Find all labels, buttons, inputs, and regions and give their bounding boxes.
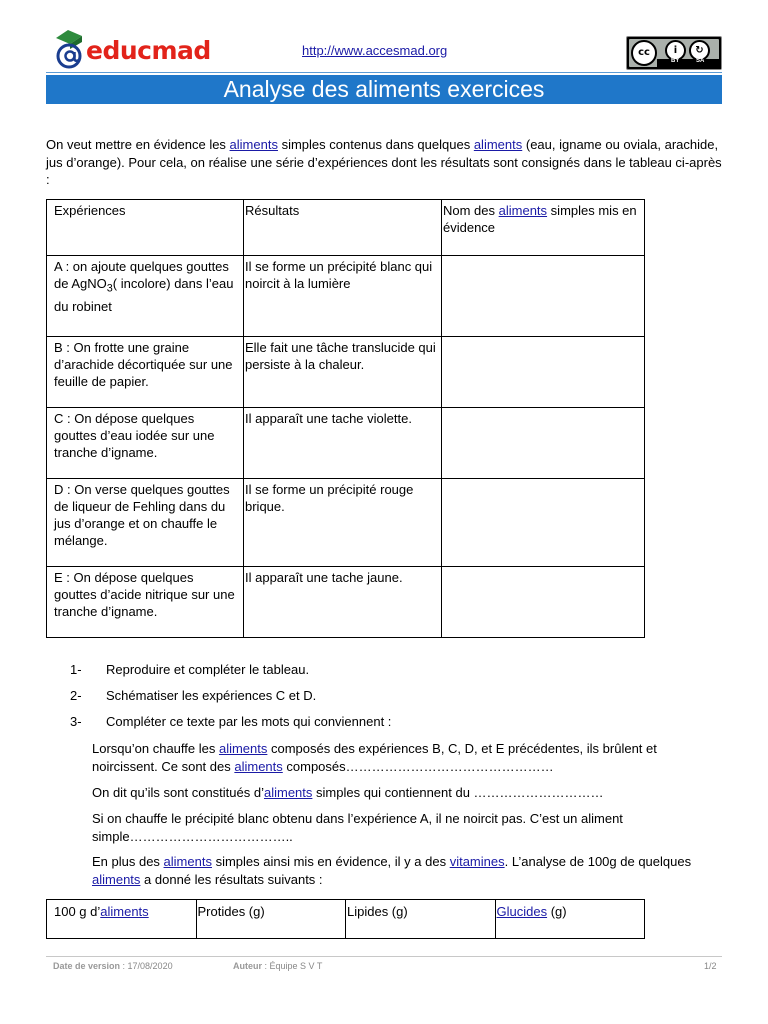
question-number: 3-: [70, 714, 82, 729]
cc-license-badge[interactable]: [626, 36, 722, 70]
page-title: Analyse des aliments exercices: [223, 76, 545, 102]
table-header-row: [47, 900, 645, 939]
header-cell-protides: Protides (g): [196, 900, 346, 939]
table-row: [47, 408, 645, 479]
answer-cell[interactable]: [442, 408, 645, 479]
fill-in-paragraph: Lorsqu’on chauffe les aliments composés des expériences B, C, D, et E précédentes, ils brûlent et noircissent. Ce sont des aliments composés…………………………………………: [92, 741, 657, 774]
question-text: Reproduire et compléter le tableau.: [106, 662, 310, 677]
sa-label: SA: [696, 58, 705, 64]
result-cell: Il apparaît une tache violette.: [244, 408, 442, 479]
question-number: 2-: [70, 688, 82, 703]
table-row: [47, 256, 645, 337]
nutrition-table: [46, 899, 645, 939]
table-header-row: [47, 200, 645, 256]
experience-cell: B : On frotte une graine d’arachide décortiquée sur une feuille de papier.: [47, 337, 244, 408]
aliments-link[interactable]: aliments: [100, 904, 149, 919]
by-label: BY: [671, 58, 680, 64]
experiments-table: [46, 199, 645, 638]
aliments-link[interactable]: aliments: [498, 203, 548, 218]
intro-paragraph: On veut mettre en évidence les aliments simples contenus dans quelques aliments (eau, igname ou oviala, arachide, jus d’orange). Pour cela, on réalise une série d’expériences dont les résultats sont consignés dans le tableau ci-après :: [46, 137, 722, 187]
header-cell-lipides: Lipides (g): [346, 900, 496, 939]
answer-cell[interactable]: [442, 256, 645, 337]
experience-cell: D : On verse quelques gouttes de liqueur de Fehling dans du jus d’orange et on chauffe le mélange.: [47, 479, 244, 567]
aliments-link[interactable]: aliments: [92, 872, 141, 887]
result-cell: Il se forme un précipité rouge brique.: [244, 479, 442, 567]
vitamines-link[interactable]: vitamines: [449, 854, 505, 869]
sa-share-icon: ↻: [689, 40, 710, 61]
fill-in-paragraph: Si on chauffe le précipité blanc obtenu dans l’expérience A, il ne noircit pas. C’est un aliment simple………………………………..: [92, 811, 623, 844]
aliments-link[interactable]: aliments: [473, 137, 523, 152]
result-cell: Il se forme un précipité blanc qui noircit à la lumière: [244, 256, 442, 337]
aliments-link[interactable]: aliments: [229, 137, 278, 152]
header-cell-experiences: Expériences: [47, 200, 244, 256]
cc-icon: cc: [631, 40, 657, 66]
fill-in-paragraph: En plus des aliments simples ainsi mis en évidence, il y a des vitamines. L’analyse de 100g de quelques aliments a donné les résultats suivants :: [92, 854, 692, 887]
aliments-link[interactable]: aliments: [218, 741, 268, 756]
glucides-link[interactable]: Glucides: [496, 904, 548, 919]
result-cell: Elle fait une tâche translucide qui persiste à la chaleur.: [244, 337, 442, 408]
header-cell-resultats: Résultats: [244, 200, 442, 256]
table-row: [47, 479, 645, 567]
question-text: Compléter ce texte par les mots qui conviennent :: [106, 714, 392, 729]
site-url-link[interactable]: http://www.accesmad.org: [302, 43, 448, 58]
table-row: [47, 337, 645, 408]
result-cell: Il apparaît une tache jaune.: [244, 567, 442, 638]
by-person-icon: i: [665, 40, 686, 61]
footer-date: Date de version : 17/08/2020: [53, 961, 173, 971]
header-cell-nom: Nom des aliments simples mis en évidence: [442, 200, 645, 256]
question-text: Schématiser les expériences C et D.: [106, 688, 317, 703]
experience-cell: C : On dépose quelques gouttes d’eau iodée sur une tranche d’igname.: [47, 408, 244, 479]
fill-in-paragraph: On dit qu’ils sont constitués d’aliments simples qui contiennent du …………………………: [92, 785, 604, 800]
answer-cell[interactable]: [442, 479, 645, 567]
brand-name: educmad: [86, 36, 211, 65]
answer-cell[interactable]: [442, 337, 645, 408]
experience-cell: A : on ajoute quelques gouttes de AgNO$_3$( incolore) dans l’eau du robinet: [47, 256, 244, 337]
aliments-link[interactable]: aliments: [234, 759, 283, 774]
aliments-link[interactable]: aliments: [263, 785, 313, 800]
header-rule: [46, 72, 722, 73]
aliments-link[interactable]: aliments: [163, 854, 212, 869]
footer-author: Auteur : Équipe S V T: [233, 961, 323, 971]
footer-page-number: 1/2: [704, 961, 717, 971]
question-number: 1-: [70, 662, 82, 677]
title-bar: [46, 75, 722, 104]
header-cell-aliments: 100 g d’aliments: [47, 900, 197, 939]
header-cell-glucides: Glucides (g): [495, 900, 645, 939]
experience-cell: E : On dépose quelques gouttes d’acide nitrique sur une tranche d’igname.: [47, 567, 244, 638]
table-row: [47, 567, 645, 638]
footer-rule: [46, 956, 722, 957]
answer-cell[interactable]: [442, 567, 645, 638]
